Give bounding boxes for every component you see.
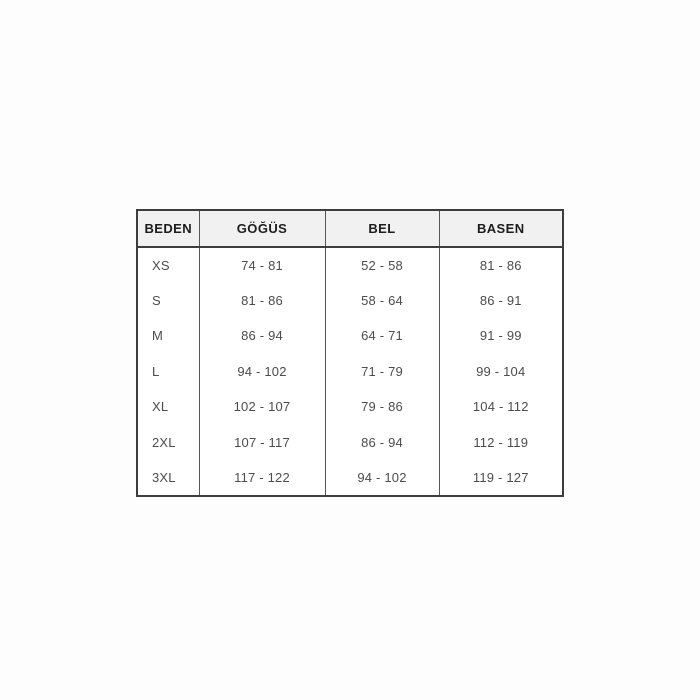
table-row bbox=[137, 389, 563, 425]
table-row bbox=[137, 460, 563, 496]
cell-chest: 74 - 81 bbox=[199, 247, 325, 283]
table-row bbox=[137, 425, 563, 461]
size-chart-table bbox=[136, 209, 564, 497]
cell-chest: 86 - 94 bbox=[199, 318, 325, 354]
header-waist: BEL bbox=[325, 210, 439, 247]
cell-size: 3XL bbox=[152, 469, 176, 485]
table-row bbox=[137, 247, 563, 283]
table-header-row bbox=[137, 210, 563, 247]
cell-hips: 104 - 112 bbox=[439, 389, 563, 425]
cell-size: 2XL bbox=[152, 434, 176, 450]
cell-hips: 112 - 119 bbox=[439, 425, 563, 461]
cell-size: XL bbox=[152, 399, 169, 415]
size-table-body bbox=[137, 247, 563, 496]
cell-waist: 71 - 79 bbox=[325, 354, 439, 390]
table-row bbox=[137, 318, 563, 354]
cell-size: L bbox=[152, 363, 160, 379]
cell-hips: 91 - 99 bbox=[439, 318, 563, 354]
cell-waist: 86 - 94 bbox=[325, 425, 439, 461]
cell-size: S bbox=[152, 292, 161, 308]
header-hips: BASEN bbox=[439, 210, 563, 247]
cell-waist: 79 - 86 bbox=[325, 389, 439, 425]
header-size: BEDEN bbox=[137, 210, 199, 247]
table-row bbox=[137, 283, 563, 319]
cell-waist: 64 - 71 bbox=[325, 318, 439, 354]
cell-waist: 58 - 64 bbox=[325, 283, 439, 319]
cell-waist: 94 - 102 bbox=[325, 460, 439, 496]
cell-chest: 107 - 117 bbox=[199, 425, 325, 461]
cell-chest: 81 - 86 bbox=[199, 283, 325, 319]
cell-size: XS bbox=[152, 257, 170, 273]
header-chest: GÖĞÜS bbox=[199, 210, 325, 247]
cell-size: M bbox=[152, 328, 164, 344]
cell-hips: 81 - 86 bbox=[439, 247, 563, 283]
cell-waist: 52 - 58 bbox=[325, 247, 439, 283]
table-row bbox=[137, 354, 563, 390]
size-chart bbox=[136, 209, 564, 497]
cell-chest: 117 - 122 bbox=[199, 460, 325, 496]
cell-chest: 94 - 102 bbox=[199, 354, 325, 390]
cell-hips: 86 - 91 bbox=[439, 283, 563, 319]
cell-chest: 102 - 107 bbox=[199, 389, 325, 425]
cell-hips: 99 - 104 bbox=[439, 354, 563, 390]
cell-hips: 119 - 127 bbox=[439, 460, 563, 496]
